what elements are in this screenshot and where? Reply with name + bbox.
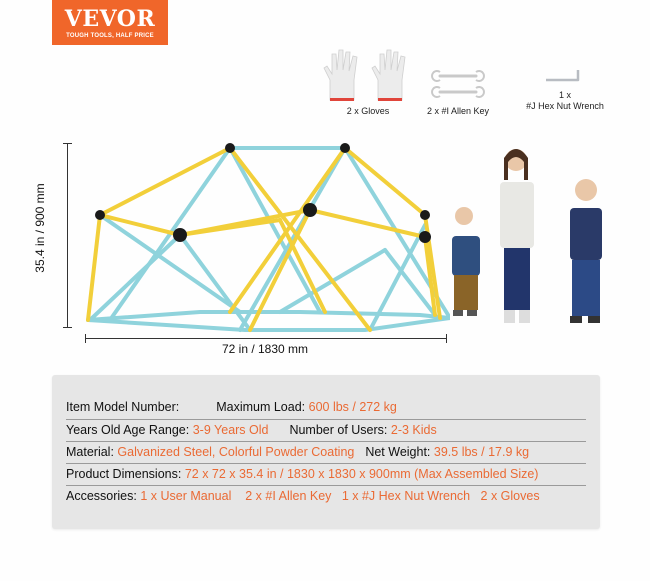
accessory-allen-key xyxy=(420,68,496,117)
product-dimensions-value: 72 x 72 x 35.4 in / 1830 x 1830 x 900mm (Max Assembled Size) xyxy=(184,467,539,481)
width-dimension-tick-left xyxy=(85,334,86,343)
spec-row-dimensions xyxy=(66,466,586,482)
item-model-number-label: Item Model Number: xyxy=(66,400,180,414)
allen-key-label: 2 x #I Allen Key xyxy=(426,106,490,116)
spec-row-accessories xyxy=(66,488,586,504)
spec-row-age-users xyxy=(66,422,586,438)
number-of-users-value: 2-3 Kids xyxy=(390,423,437,437)
age-range-label: Years Old Age Range: xyxy=(66,423,190,437)
spec-divider xyxy=(66,441,586,442)
height-dimension-tick-top xyxy=(63,143,72,144)
brand-name: VEVOR xyxy=(64,6,156,32)
hex-key-icon xyxy=(540,64,590,88)
children-photo xyxy=(440,140,620,330)
accessories-label: Accessories: xyxy=(66,489,137,503)
net-weight-label: Net Weight: xyxy=(365,445,431,459)
specs-panel xyxy=(52,375,600,529)
width-dimension-line xyxy=(85,338,447,339)
spec-divider xyxy=(66,463,586,464)
brand-tagline: TOUGH TOOLS, HALF PRICE xyxy=(66,33,154,39)
number-of-users-label: Number of Users: xyxy=(289,423,388,437)
hex-wrench-qty: 1 x xyxy=(558,90,571,100)
height-dimension-label: 35.4 in / 900 mm xyxy=(33,183,47,273)
age-range-value: 3-9 Years Old xyxy=(192,423,269,437)
accessories-value: 1 x User Manual 2 x #I Allen Key 1 x #J Hex Nut Wrench 2 x Gloves xyxy=(140,489,540,503)
gloves-icon xyxy=(318,44,418,104)
net-weight-value: 39.5 lbs / 17.9 kg xyxy=(433,445,530,459)
height-dimension-tick-bottom xyxy=(63,327,72,328)
hex-wrench-label: #J Hex Nut Wrench xyxy=(526,101,604,111)
open-wrench-icon xyxy=(430,68,486,104)
vevor-logo xyxy=(52,0,168,45)
spec-divider xyxy=(66,485,586,486)
material-label: Material: xyxy=(66,445,114,459)
maximum-load-label: Maximum Load: xyxy=(216,400,306,414)
width-dimension-label: 72 in / 1830 mm xyxy=(221,342,309,356)
spec-divider xyxy=(66,419,586,420)
spec-row-model-load xyxy=(66,399,586,415)
accessory-hex-wrench xyxy=(518,64,612,112)
maximum-load-value: 600 lbs / 272 kg xyxy=(308,400,397,414)
material-value: Galvanized Steel, Colorful Powder Coating xyxy=(117,445,355,459)
product-dimensions-label: Product Dimensions: xyxy=(66,467,182,481)
accessory-gloves xyxy=(316,44,420,117)
gloves-label: 2 x Gloves xyxy=(346,106,390,116)
dome-climber-image xyxy=(80,140,450,340)
spec-row-material-weight xyxy=(66,444,586,460)
width-dimension-tick-right xyxy=(446,334,447,343)
height-dimension-line xyxy=(67,143,68,327)
